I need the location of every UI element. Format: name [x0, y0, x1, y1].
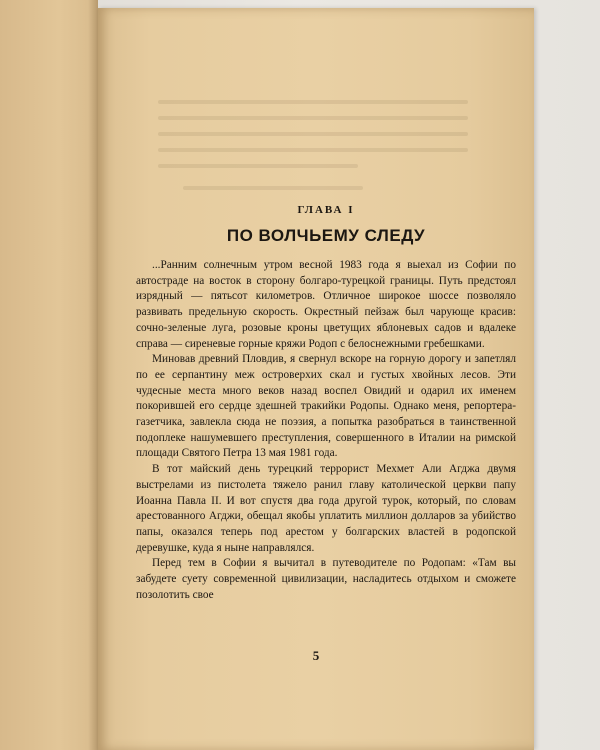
left-page-edge — [0, 0, 98, 750]
paragraph-3: В тот майский день турецкий террорист Мехмет Али Агджа двумя выстрелами из пистолета тяжело ранил главу католической церкви папу Иоанна Павла II. И вот спустя два года другой турок, который, по словам арестованного Агджи, обещал якобы уплатить миллион долларов за убийство папы, оказался теперь под арестом у болгарских властей в родопской деревушке, куда я ныне направлялся. — [136, 463, 516, 554]
show-through-line — [158, 164, 358, 168]
chapter-title: ПО ВОЛЧЬЕМУ СЛЕДУ — [226, 226, 426, 245]
show-through-line — [183, 186, 363, 190]
page-content — [136, 204, 516, 603]
show-through-line — [158, 132, 468, 136]
page-number: 5 — [312, 648, 320, 663]
chapter-label: ГЛАВА I — [297, 204, 355, 216]
book-page — [98, 8, 534, 750]
paragraph-2: Миновав древний Пловдив, я свернул вскоре на горную дорогу и запетлял по ее серпантину меж островерхих скал и густых хвойных лесов. Эти чудесные места много веков назад воспел Овидий и одарил их именем покорившей его сердце здешней тракийки Родопы. Однако меня, репортера-газетчика, завлекла сюда не поэзия, а попытка разобраться в таинственной подоплеке нашумевшего преступления, совершенного в Италии на римской площади Святого Петра 13 мая 1981 года. — [136, 353, 516, 460]
show-through-line — [158, 148, 468, 152]
paragraph-4: Перед тем в Софии я вычитал в путеводителе по Родопам: «Там вы забудете суету современной цивилизации, насладитесь отдыхом и сможете позолотить свое — [136, 557, 516, 601]
paragraph-1: ...Ранним солнечным утром весной 1983 года я выехал из Софии по автостраде на восток в сторону болгаро-турецкой границы. Путь предстоял изрядный — пятьсот километров. Отличное широкое шоссе позволяло развивать предельную скорость. Окрестный пейзаж был чарующе красив: сочно-зеленые луга, розовые кроны цветущих яблоневых садов и вдалеке справа — сиреневые горные кряжи Родоп с белоснежными гребешками. — [136, 259, 516, 350]
show-through-line — [158, 100, 468, 104]
show-through-line — [158, 116, 468, 120]
